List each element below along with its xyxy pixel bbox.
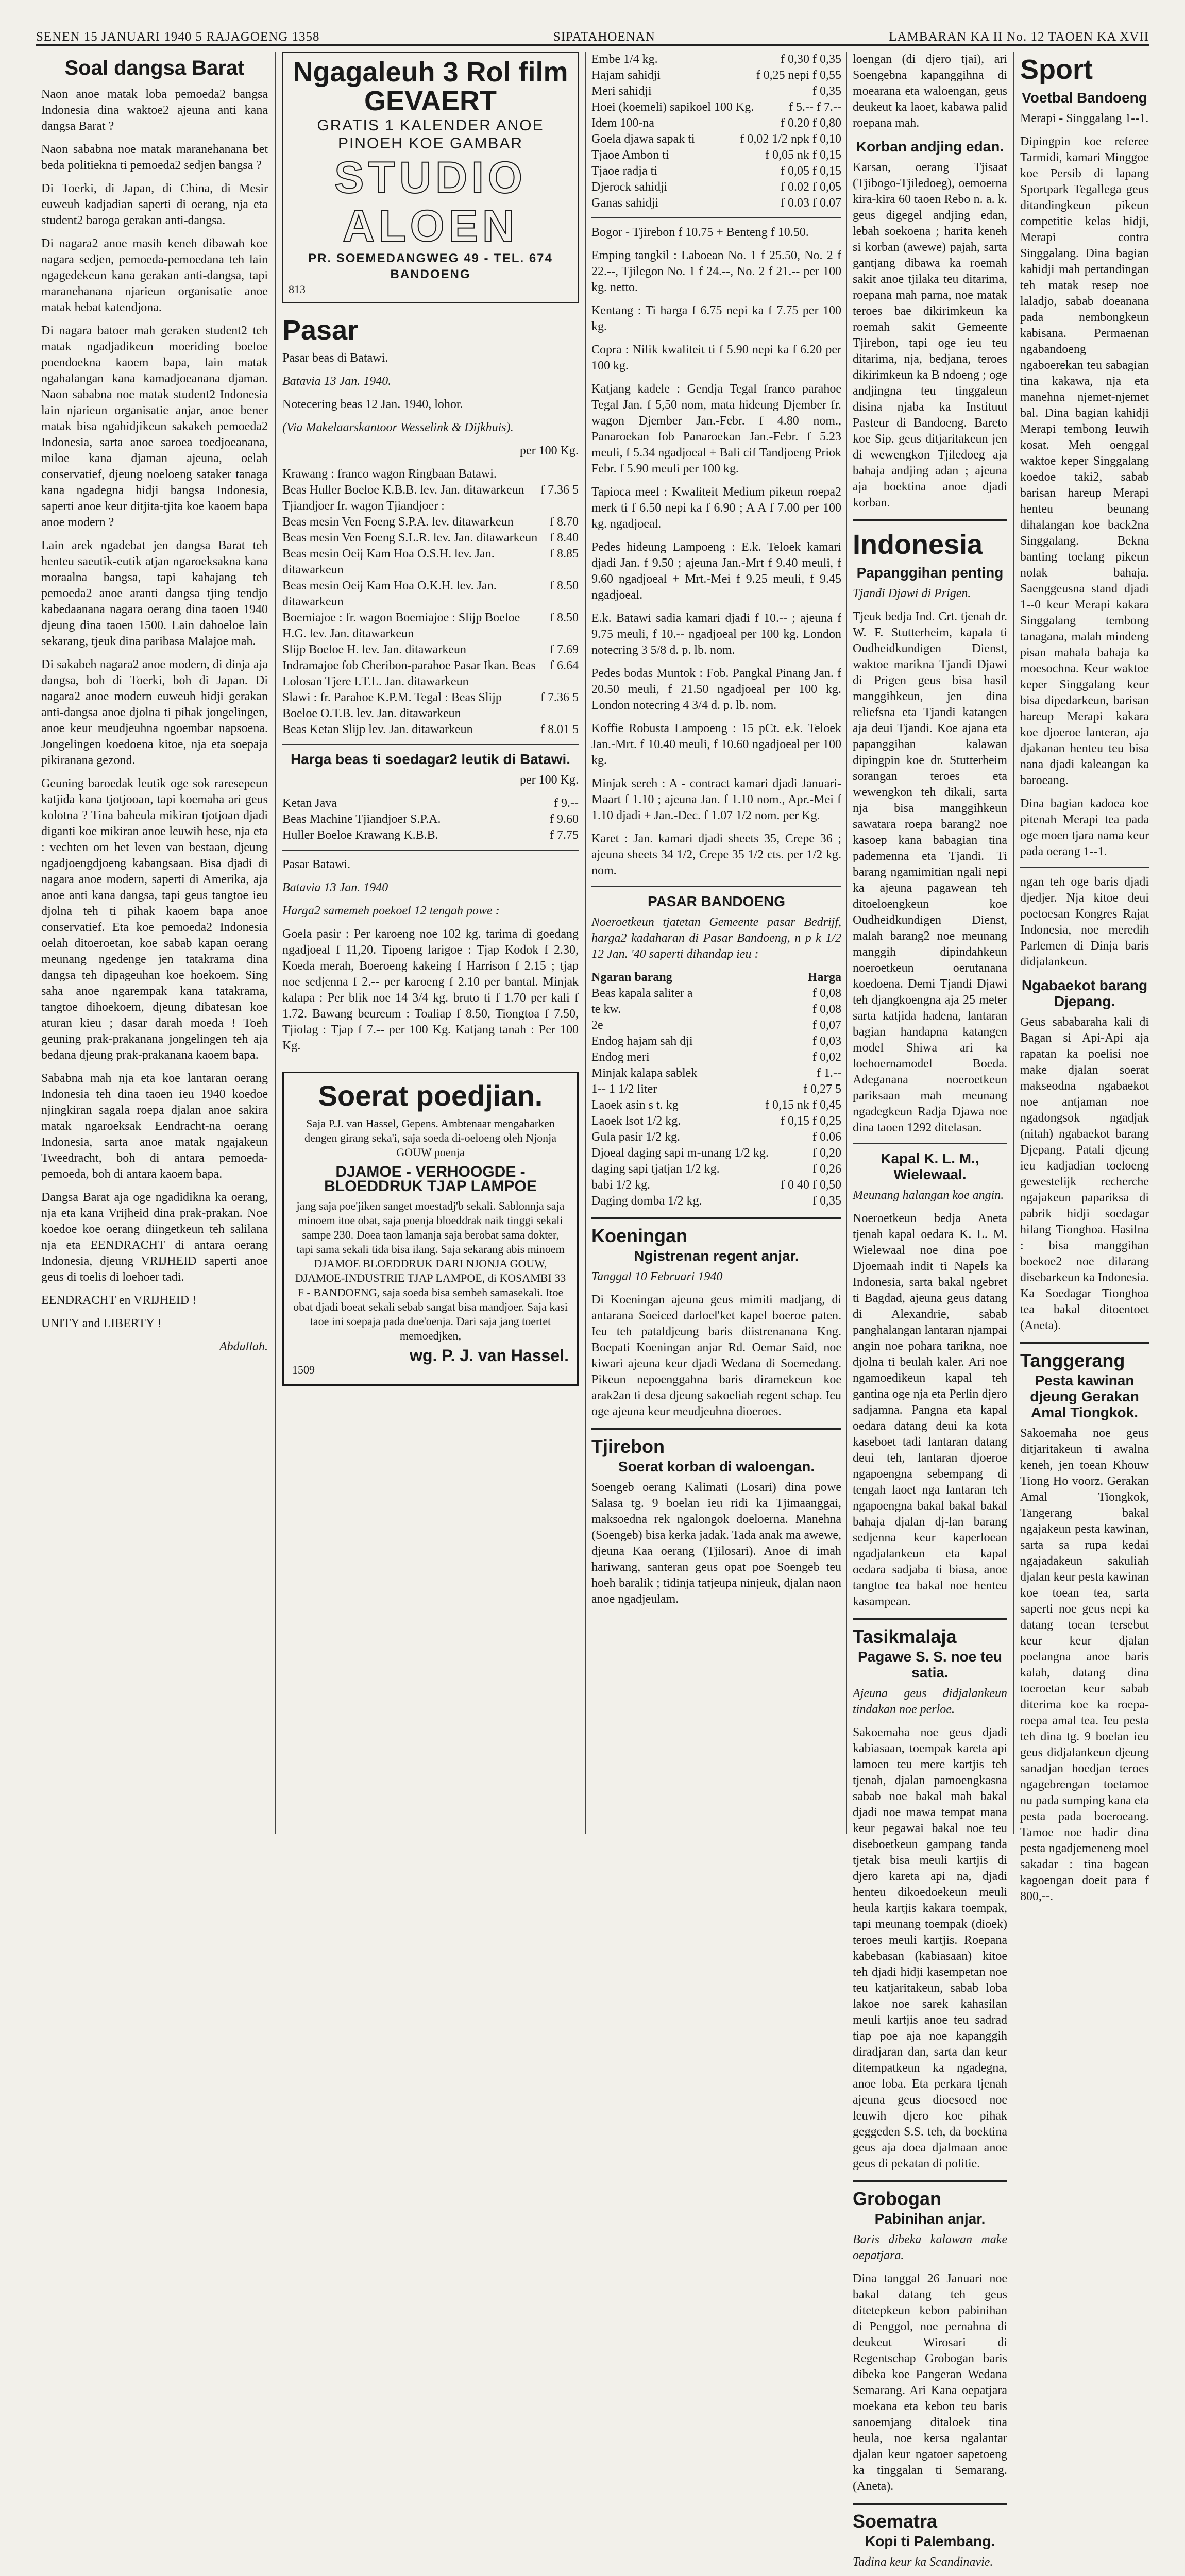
price-name: Tjaoe radja ti bbox=[591, 164, 657, 178]
table-header bbox=[591, 970, 841, 986]
price-row bbox=[591, 1145, 841, 1161]
price-name: Beas mesin Ven Foeng S.P.A. lev. ditawarkeun bbox=[282, 515, 514, 529]
price-row bbox=[591, 195, 841, 211]
price-name: Beas kapala saliter a bbox=[591, 987, 693, 1000]
section-rule bbox=[853, 1143, 1007, 1144]
price-name: Indramajoe fob Cheribon-parahoe Pasar Ikan. Beas Lolosan Tjere I.T.L. Jan. ditawarkeun bbox=[282, 659, 536, 688]
section-subtitle: Harga2 samemeh poekoel 12 tengah powe : bbox=[282, 904, 500, 918]
price-name: Endog meri bbox=[591, 1050, 650, 1064]
price-value: f 0,08 bbox=[812, 1003, 841, 1016]
article-paragraph: Geus sababaraha kali di Bagan si Api-Api aja rapatan ka poelisi noe make djalan soerat makseodna ngabaekot noe antjaman noe ngadongsok ngadjak (nitah) ngabaekot barang Djepang. Patali djeung ieu kadjadian toeloeng gewestelijk recherche ngajakeun papariksa di pabrik hidji soedagar hilang Tionghoa. Hasilna : bisa manggihan boekoe2 noe dilarang disebarkeun ka Indonesia. Ka Soedagar Tionghoa tea bakal ditoentoet (Aneta). bbox=[1020, 1015, 1149, 1332]
price-value: f 8.50 bbox=[550, 611, 579, 624]
article-standfirst: Tadina keur ka Scandinavie. bbox=[853, 2555, 993, 2569]
testimonial-number: 1509 bbox=[292, 1363, 315, 1376]
article-paragraph: (Via Makelaarskantoor Wesselink & Dijkhuis). bbox=[282, 421, 514, 434]
article-paragraph: Di nagara2 anoe masih keneh dibawah koe nagara sedjen, pemoeda-pemoedana teh lain ngagedekeun kana gerakan anti-dangsa, tapi maranehanana njarieun organisatie anoe matak hebat katendjona. bbox=[41, 237, 268, 314]
section-rule bbox=[853, 519, 1007, 521]
price-name: 1-- 1 1/2 liter bbox=[591, 1082, 657, 1096]
article-paragraph: Geuning baroedak leutik oge sok raresepeun katjida kana tjotjooan, tapi koemaha ari geus kolotna ? Tina baheula mikiran tjotjoan djadi diganti koe mikiran anoe leuwih hese, nja eta : vechten om het leven van bestaan, djeung ngadjoengdjoeng kabangsaan. Bisa djadi di nagara anoe modern, saperti di Amerika, aja anoe anti kana dangsa, tapi geus tangtoe ieu djolna teh ti pihak kaoem bapa anoe conservatief. Eta koe pemoeda2 Indonesia oelah ditoeroetan, koe sabab kapan oerang meunang ngedenge jen tatakrama dina dangsa teh dipageuhan koe hoekoem. Sing saha anoe ngarempak kana tatakrama, tangtoe dihoekoem, djeung dibatesan koe aturan kieu ; dasar darah moeda ! Toeh geuning prak-prakanana jongelingen teh aja bedana djeung prak-prakanana kaoem bapa. bbox=[41, 777, 268, 1062]
article-paragraph: Sakoemaha noe geus ditjaritakeun ti awalna keneh, jen toean Khouw Tiong Ho voorz. Gerakan Amal Tiongkok, Tangerang bakal ngajakeun pesta kawinan, sarta sa rupa kedai ngajadakeun sakuliah djalan keur pesta kawinan koe toean tea, sarta saperti noe geus nepi ka datang toean tersebut keur keur djalan poelangna anoe baris kalah, datang dina toeroetan keur sabab diterima koe ka roepa-roepa amal tea. Ieu pesta teh dina tg. 9 boelan ieu geus didjalankeun djeung sanadjan hoedjan teroes ngagebrengan toetamoe nu pada sumping kana eta pesta pada boeroeang. Tamoe noe hadir dina pesta ngadjemeneng moel sakadar : tina bagean kagoengan doeit para f 800,--. bbox=[1020, 1427, 1149, 1903]
price-row bbox=[591, 1129, 841, 1145]
article-paragraph: ngan teh oge baris djadi djedjer. Nja kitoe deui poetoesan Kongres Rajat Indonesia, noe meredih Parlemen di Dinja baris didjalankeun. bbox=[1020, 875, 1149, 969]
column-sport bbox=[1020, 52, 1149, 1903]
price-name: Djoeal daging sapi m-unang 1/2 kg. bbox=[591, 1146, 769, 1160]
column-ads-market bbox=[282, 52, 579, 1834]
price-row bbox=[591, 1177, 841, 1193]
article-paragraph: Pedes hideung Lampoeng : E.k. Teloek kamari djadi Jan. f 9.50 ; ajeuna Jan.-Mrt f 9.40 meuli, f 9.60 ngadjoeal + Mrt.-Mei f 9.25 meuli, f 9.45 ngadjoeal. bbox=[591, 540, 841, 602]
price-value: f 0,05 f 0,15 bbox=[781, 164, 841, 178]
price-row bbox=[591, 163, 841, 179]
price-value: f 0.03 f 0.07 bbox=[781, 196, 841, 210]
article-paragraph: Noeroetkeun bedja Aneta tjenah kapal oedara K. L. M. Wielewaal noe dina poe Djoemaah indit ti Napels ka Indonesia, sarta bakal ngebret ti Bagdad, ajeuna geus datang di Alexandrie, sabab panghalangan lantaran njampai angin noe pohara tarikna, noe djolna ti beulah kaler. Ari noe ngamoedikeun kapal teh gantina oge nja eta Perlin djero sadjamna. Pangna eta kapal oedara datang deui ka kota kaseboet tadi lantaran datang deui teh, lantaran djoeroe ngapoengna sebempang di tengah laoet nga lantaran teh ngapoengna bakal bakal bakal bahaja djalan dj-lan barang sedjenna keur kaperloean ngadjalankeun eta kapal oedara sadjaba ti biasa, anoe tangtoe tea bakal noe henteu kasampean. bbox=[853, 1212, 1007, 1608]
testimonial-body: jang saja poe'jiken sanget moestadj'b sekali. Sablonnja saja minoem itoe obat, saja poenja bloeddrak naik tinggi sekali sampe 230. Doea taon lamanja saja berobat sama dokter, tapi sama sekali tida bisa ilang. Saja sekarang abis minoem DJAMOE BLOEDDRUK DARI NJONJA GOUW, DJAMOE-INDUSTRIE TJAP LAMPOE, di KOSAMBI 33 F - BANDOENG, saja soeda bisa sembeh samasekali. Itoe obat djadi boeat sekali sebab sangat bisa mandjoer. Saja kasi taoe ini soepaja pada doe'oenja. Dari saja jang toertet memoedjken, bbox=[293, 1199, 568, 1342]
article-paragraph: Dangsa Barat aja oge ngadidikna ka oerang, nja eta kana Vrijheid dina prak-prakan. Noe koedoe koe oerang diingetkeun teh salilana nja eta EENDRACHT di antara oerang Indonesia, djeung VRIJHEID saperti anoe geus di toelis di loehoer tadi. bbox=[41, 1191, 268, 1284]
header-price: Harga bbox=[807, 971, 841, 984]
article-paragraph: loengan (di djero tjai), ari Soengebna kapanggihna di moearana eta waloengan, geus deukeut ka laoet, kabawa palid roepana mah. bbox=[853, 53, 1007, 130]
price-name: daging sapi tjatjan 1/2 kg. bbox=[591, 1162, 720, 1176]
advert-city: BANDOENG bbox=[390, 267, 471, 281]
advert-offer: PINOEH KOE GAMBAR bbox=[337, 135, 523, 152]
article-paragraph: Notecering beas 12 Jan. 1940, lohor. bbox=[282, 398, 463, 411]
price-name: Ganas sahidji bbox=[591, 196, 658, 210]
section-title: Sport bbox=[1020, 54, 1093, 85]
article-paragraph: Sakoemaha noe geus djadi kabiasaan, toempak kareta api lamoen teu mere kartjis teh tjenah, djalan pamoengkasna sabab noe bakal mah bakal djadi noe mawa tempat mana keur pegawai bakal noe teu diseboetkeun gampang tanda tjetak bisa meuli kartjis di djero kareta api na, djadi henteu dikoedoekeun meuli heula kartjis kakara toempak, tapi meunang toempak (dioek) teroes meuli kartjis. Roepana kabebasan (kabiasaan) kitoe teh djadi hidji kasempetan noe teu katjaritakeun, sabab loba lakoe noe sarek kahasilan meuli kartjis anoe teu sadrad tiap poe aja noe kapanggih diradjaran dan, sarta dan keur ditempatkeun ka ngadegna, anoe loba. Eta perkara tjenah ajeuna geus dioesoed noe leuwih djero koe pihak geggeden S.S. teh, da boektina geus aja doea djalmaan anoe geus di pekatan di politie. bbox=[853, 1726, 1007, 2171]
section-subtitle: Soerat korban di waloengan. bbox=[618, 1459, 815, 1475]
advert-offer: GRATIS 1 KALENDER ANOE bbox=[317, 117, 544, 134]
section-subtitle: Kapal K. L. M., Wielewaal. bbox=[881, 1150, 979, 1182]
price-name: Idem 100-na bbox=[591, 116, 654, 130]
price-name: Daging domba 1/2 kg. bbox=[591, 1194, 702, 1208]
section-subtitle: Harga beas ti soedagar2 leutik di Batawi. bbox=[290, 751, 571, 767]
price-row bbox=[591, 1065, 841, 1081]
price-value: f 9.60 bbox=[550, 812, 579, 826]
column-market-prices bbox=[591, 52, 841, 1834]
price-value: f 0,25 nepi f 0,55 bbox=[756, 69, 841, 82]
article-standfirst: Meunang halangan koe angin. bbox=[853, 1189, 1004, 1202]
price-name: Minjak kalapa sablek bbox=[591, 1066, 698, 1080]
masthead-paper: SIPATAHOENAN bbox=[553, 30, 655, 44]
price-name: Tjaoe Ambon ti bbox=[591, 148, 669, 162]
price-value: f 0,15 nk f 0,45 bbox=[765, 1098, 841, 1112]
section-subtitle: Pesta kawinan djeung Gerakan Amal Tiongkok. bbox=[1030, 1372, 1139, 1420]
dateline: Tanggal 10 Februari 1940 bbox=[591, 1270, 723, 1283]
price-row bbox=[282, 466, 579, 482]
price-name: Hajam sahidji bbox=[591, 69, 661, 82]
region-title: Tasikmalaja bbox=[853, 1626, 957, 1647]
section-subtitle: Papanggihan penting bbox=[856, 565, 1004, 581]
price-value: f 7.36 5 bbox=[540, 483, 579, 497]
testimonial-title: Soerat poedjian. bbox=[318, 1079, 543, 1112]
article-paragraph: Copra : Nilik kwaliteit ti f 5.90 nepi ka f 6.20 per 100 kg. bbox=[591, 343, 841, 372]
price-value: f 0,07 bbox=[812, 1019, 841, 1032]
dateline: Tjandi Djawi di Prigen. bbox=[853, 587, 971, 600]
price-row bbox=[591, 1081, 841, 1097]
price-name: Gula pasir 1/2 kg. bbox=[591, 1130, 680, 1144]
price-value: f 8.70 bbox=[550, 515, 579, 529]
price-name: Hoei (koemeli) sapikoel 100 Kg. bbox=[591, 100, 754, 114]
price-value: f 0,03 bbox=[812, 1035, 841, 1048]
dateline: Batavia 13 Jan. 1940. bbox=[282, 375, 392, 388]
price-name: Beas mesin Oeij Kam Hoa O.K.H. lev. Jan. ditawarkeun bbox=[282, 579, 497, 608]
price-name: Krawang : franco wagon Ringbaan Batawi. bbox=[282, 467, 497, 481]
price-value: f 0,20 bbox=[812, 1146, 841, 1160]
price-row bbox=[282, 498, 579, 514]
article-paragraph: Dina tanggal 26 Januari noe bakal datang teh geus ditetepkeun kebon pabinihan di Penggol, noe pernahna di deukeut Wirosari di Regentschap Grobogan baris dibeka koe Pangeran Wedana Semarang. Ari Kana oepatjara moekana eta kebon teu baris sanoemjang ditaloek tina heula, noe kersa ngalantar djalan keur ngatoer sapetoeng ka tinggalan ti Semarang. (Aneta). bbox=[853, 2272, 1007, 2493]
price-name: Laoek lsot 1/2 kg. bbox=[591, 1114, 681, 1128]
dateline: Batavia 13 Jan. 1940 bbox=[282, 881, 388, 894]
article-paragraph: Di Toerki, di Japan, di China, di Mesir euweuh kadjadian saperti di oerang, nja eta student2 baroga gerakan anti-dangsa. bbox=[41, 182, 268, 227]
price-value: f 6.64 bbox=[550, 659, 579, 672]
price-value: f 0.06 bbox=[812, 1130, 841, 1144]
price-name: te kw. bbox=[591, 1003, 621, 1016]
article-paragraph: Dina bagian kadoea koe pitenah Merapi tea pada oge moen tjara nama keur pada oerang 1--1. bbox=[1020, 797, 1149, 858]
column-rule bbox=[585, 52, 586, 1834]
article-slogan: UNITY and LIBERTY ! bbox=[41, 1317, 162, 1330]
region-title: Tanggerang bbox=[1020, 1350, 1125, 1371]
price-value: f 8.40 bbox=[550, 531, 579, 545]
article-paragraph: Karet : Jan. kamari djadi sheets 35, Crepe 36 ; ajeuna sheets 34 1/2, Crepe 35 1/2 cts. per 1/2 kg. nom. bbox=[591, 832, 841, 877]
price-row bbox=[591, 99, 841, 115]
price-row bbox=[591, 1193, 841, 1209]
price-value: f 1.-- bbox=[817, 1066, 841, 1080]
studio-advert bbox=[282, 52, 579, 303]
price-name: Slawi : fr. Parahoe K.P.M. Tegal : Beas Slijp Boeloe O.T.B. lev. Jan. ditawarkeun bbox=[282, 691, 502, 720]
article-standfirst: Ajeuna geus didjalankeun tindakan noe perloe. bbox=[853, 1687, 1007, 1716]
article-paragraph: Katjang kadele : Gendja Tegal franco parahoe Tegal Jan. f 5,50 nom, mata hideung Djember fr. wagon Djember Jan.-Febr. f 4.80 nom., Panaroekan fob Panaroekan Jan.-Febr. f 5.23 meuli, f 5.34 ngadjoeal + Bali cif Tandjoeng Priok Febr. f 5.90 meuli per 100 kg. bbox=[591, 382, 841, 476]
article-paragraph: Goela pasir : Per karoeng noe 102 kg. tarima di goedang ngadjoeal f 11,20. Tipoeng larigoe : Tjap Kodok f 2.30, Koeda merah, Boeroeng kakeing f Harrison f 2.15 ; tjap noe sedjenna f 2.-- per karoeng f 2.10 per bantal. Minjak kalapa : Per blik noe 14 3/4 kg. bruto ti f 1.70 per kali f 1.72. Bawang beureum : Toaliap f 8.50, Tiongtoa f 7.50, Tjiolag : Tjap f 7.-- per 100 Kg. Katjang tanah : Per 100 Kg. bbox=[282, 927, 579, 1053]
column-opinion bbox=[41, 52, 268, 1834]
article-paragraph: Bogor - Tjirebon f 10.75 + Benteng f 10.50. bbox=[591, 226, 809, 239]
section-subtitle: Pasar beas di Batawi. bbox=[282, 351, 388, 365]
article-title: Soal dangsa Barat bbox=[64, 57, 245, 79]
section-subtitle: PASAR BANDOENG bbox=[647, 893, 786, 909]
masthead-date: SENEN 15 JANUARI 1940 5 RAJAGOENG 1358 bbox=[36, 30, 320, 44]
price-value: f 0,05 nk f 0,15 bbox=[765, 148, 841, 162]
price-row bbox=[591, 147, 841, 163]
masthead-sheet: LAMBARAN KA II No. 12 TAOEN KA XVII bbox=[889, 30, 1149, 44]
price-row bbox=[591, 115, 841, 131]
price-name: Beas mesin Ven Foeng S.L.R. lev. Jan. ditawarkeun bbox=[282, 531, 538, 545]
article-paragraph: Lain arek ngadebat jen dangsa Barat teh henteu saeutik-eutik atjan ngaroeksakna kana moraalna bangsa, tapi kahajang teh pemoeda2 anoe aranti dangsa tjing tendjo kabedaanana nagara oerang dina taoen 1940 djeung dina taoen 1500. Lain dahoeloe lain sekarang, tjeuk dina paribasa Malajoe mah. bbox=[41, 539, 268, 648]
section-subtitle: Pagawe S. S. noe teu satia. bbox=[857, 1649, 1003, 1681]
price-row bbox=[591, 1049, 841, 1065]
article-paragraph: Tjeuk bedja Ind. Crt. tjenah dr. W. F. Stutterheim, kapala ti Oudheidkundigen Dienst, waktoe marikna Tjandi Djawi di Prigen geus bisa hasil manggihkeun, jen dina reliefsna eta Tjandi katangen aja deui Tjandi. Koe ajana eta papanggihan kalawan dipingpin koe dr. Stutterheim sorangan teroes eta wewengkon teh dikali, sarta nja bisa manggihkeun sawatara roepa barang2 noe kasoep kana babagian tina pademenna eta Tjandi. Ti barang ngamimitian ngali nepi ka ajeuna pagawean teh ditoeloengkeun koe Oudheidkundigen Dienst, malah barang2 noe meunang manggih dipindahkeun noeroetkeun oerutanana koedoena. Demi Tjandi Djawi teh djangkoengna aja 25 meter sarta katjida hadena, lantaran bagian handapna katangen model Shiwa ari ka loehoernamodel Boeda. Adeganana noeroetkeun pariksaan mah meunang ngadegkeun Radja Djawa noe dina taoen 1292 ditelasan. bbox=[853, 610, 1007, 1134]
price-value: f 7.75 bbox=[550, 828, 579, 842]
advert-brand: GEVAERT bbox=[364, 86, 497, 116]
price-row bbox=[282, 610, 579, 642]
testimonial-signature: wg. P. J. van Hassel. bbox=[410, 1346, 569, 1365]
price-row bbox=[282, 530, 579, 546]
price-name: Laoek asin s t. kg bbox=[591, 1098, 679, 1112]
article-paragraph: Dipingpin koe referee Tarmidi, kamari Minggoe koe Persib di lapang Sportpark Tegallega geus ditandingkeun pikeun competitie kelas hidji, Merapi contra Singgalang. Dina bagian kahidji mah pertandingan teh matak resep noe laladjo, sabab doeanana pada nembongkeun kabisana. Permaenan ngabandoeng ngaboerekan teu sabagian tina kakawa, nja eta manehna njemet-njemet bal. Dina bagian kahidji Merapi tembong leuwih kosat. Meh oenggal waktoe keper Singgalang koedoe taki2, sabab barisan hareup Merapi henteu beunang dihalangan koe back2na Singgalang. Bekna banting toelang pikeun nolak bahaja. Saenggeusna stand djadi 1--0 keur Merapi kakara Singgalang tembong tanagana, malah mindeng pisan mahala bahaja ka moesochna. Keur waktoe keper Singgalang keur bisa dipedarkeun, barisan hareup Merapi kakara koe djoeroe lanteran, aja djakanan henteu teu bisa nana djadi kaleangan ka baroeang. bbox=[1020, 135, 1149, 787]
article-paragraph: Di Koeningan ajeuna geus mimiti madjang, di antarana Soeiced darloel'ket kapel boeroe paten. Ieu teh pataldjeung baris diistrenanana Kng. Boepati Koeningan anjar Rd. Oemar Said, noe kiwari ajeuna keur djadi Wedana di Soemedang. Pikeun nepoenggahna baris diramekeun koe arak2an ti desa djeung sakoeliah regent schap. Ieu oge ajeuna keur meudjeuhna dioeroes. bbox=[591, 1293, 841, 1418]
article-paragraph: E.k. Batawi sadia kamari djadi f 10.-- ; ajeuna f 9.75 meuli, f 10.-- ngadjoeal per 100 kg. London notecring 3 5/8 d. p. lb. nom. bbox=[591, 612, 841, 657]
article-paragraph: Karsan, oerang Tjisaat (Tjibogo-Tjiledoeg), oemoerna kira-kira 60 taoen Rebo n. a. k. geus digegel andjing edan, lebah soekoena ; harita keneh si korban (awewe) pajah, sarta gantjang dibawa ka roemah sakit anoe tjilaka teu ditarima, roepana mah parna, noe matak teroes bae dikirimkeun ka roemah sakit Gemeente Tjirebon, tapi oge ieu teu ditarima, nja, bedjana, teroes dikirimkeun ka B ndoeng ; oge andjingna teu tinggaleun disina njaba ka Instituut Pasteur di Bandoeng. Bareto koe Sip. geus ditjaritakeun jen di wewengkon Tjiledoeg aja bahaja andjing adan ; ajeuna aja boektina anoe djadi korban. bbox=[853, 161, 1007, 510]
article-paragraph: Koffie Robusta Lampoeng : 15 pCt. e.k. Teloek Jan.-Mrt. f 10.40 meuli, f 10.60 ngadjoeal per 100 kg. bbox=[591, 722, 841, 767]
price-value: f 0,08 bbox=[812, 987, 841, 1000]
price-value: f 8.50 bbox=[550, 579, 579, 592]
section-subtitle: Pasar Batawi. bbox=[282, 858, 350, 871]
article-slogan: EENDRACHT en VRIJHEID ! bbox=[41, 1294, 197, 1307]
price-name: Beas mesin Oeij Kam Hoa O.S.H. lev. Jan. ditawarkeun bbox=[282, 547, 495, 577]
price-row bbox=[591, 1002, 841, 1018]
section-subtitle: Voetbal Bandoeng bbox=[1022, 90, 1147, 106]
price-row bbox=[591, 131, 841, 147]
article-paragraph: Minjak sereh : A - contract kamari djadi Januari-Maart f 1.10 ; ajeuna Jan. f 1.10 nom., Apr.-Mei f 1.10 djadi + Jan.-Dec. f 1.07 1/2 nom. per Kg. bbox=[591, 777, 841, 822]
price-row bbox=[282, 578, 579, 610]
article-paragraph: Noeroetkeun tjatetan Gemeente pasar Bedrijf, harga2 kadaharan di Pasar Bandoeng, n p k 1/2 12 Jan. '40 saperti dihandap ieu : bbox=[591, 916, 841, 961]
region-title: Grobogan bbox=[853, 2188, 941, 2209]
section-subtitle: Pabinihan anjar. bbox=[874, 2211, 986, 2227]
price-row bbox=[282, 642, 579, 658]
price-row bbox=[591, 1113, 841, 1129]
region-title: Koeningan bbox=[591, 1225, 687, 1246]
price-name: Endog hajam sah dji bbox=[591, 1035, 693, 1048]
region-title: Tjirebon bbox=[591, 1436, 665, 1457]
price-value: f 0.02 f 0,05 bbox=[781, 180, 841, 194]
advert-address: PR. SOEMEDANGWEG 49 - TEL. 674 bbox=[308, 251, 553, 265]
price-name: babi 1/2 kg. bbox=[591, 1178, 650, 1192]
price-value: f 0,35 bbox=[812, 1194, 841, 1208]
price-row bbox=[282, 482, 579, 498]
advert-studio-name: STUDIO ALOEN bbox=[334, 153, 527, 251]
advert-code: 813 bbox=[289, 283, 306, 296]
price-value: f 0,02 1/2 npk f 0,10 bbox=[740, 132, 841, 146]
price-value: f 8.85 bbox=[550, 547, 579, 561]
price-name: Beas Ketan Slijp lev. Jan. ditawarkeun bbox=[282, 723, 473, 736]
article-paragraph: Di sakabeh nagara2 anoe modern, di dinja aja dangsa, boh di Toerki, boh di Japan. Di nagara2 anoe modern euweuh hidji gerakan anti-dangsa anoe djolna ti pihak jongelingen, anoe keur meudjeuhna ngoembar napsoena. Jongelingen koedoena kitoe, nja eta soepaja pikiranana gezond. bbox=[41, 658, 268, 767]
section-subtitle: Ngabaekot barang Djepang. bbox=[1021, 977, 1148, 1009]
masthead bbox=[36, 21, 1149, 46]
article-paragraph: Sababna mah nja eta koe lantaran oerang Indonesia teh dina taoen ieu 1940 koedoe njingkiran sagala roepa djalan anoe sakira matak ngaroeksak Eendracht-na oerang Indonesia, sarta anoe matak ngajakeun Tweedracht, boh di antara pemoeda-pemoeda, boh di antara kaoem bapa. bbox=[41, 1072, 268, 1181]
price-row bbox=[282, 514, 579, 530]
article-paragraph: Kentang : Ti harga f 6.75 nepi ka f 7.75 per 100 kg. bbox=[591, 304, 841, 333]
column-rule bbox=[275, 52, 276, 1834]
price-value: f 0,35 bbox=[812, 84, 841, 98]
price-row bbox=[591, 67, 841, 83]
price-row bbox=[591, 1033, 841, 1049]
region-title: Soematra bbox=[853, 2511, 938, 2532]
price-value: f 0,30 f 0,35 bbox=[781, 53, 841, 66]
price-name: 2e bbox=[591, 1019, 603, 1032]
price-row bbox=[591, 1161, 841, 1177]
price-name: Beas Machine Tjiandjoer S.P.A. bbox=[282, 812, 441, 826]
price-name: Huller Boeloe Krawang K.B.B. bbox=[282, 828, 438, 842]
price-value: f 9.-- bbox=[554, 796, 579, 810]
unit-label: per 100 Kg. bbox=[520, 773, 579, 787]
price-value: f 7.69 bbox=[550, 643, 579, 656]
price-row bbox=[591, 1018, 841, 1033]
price-name: Beas Huller Boeloe K.B.B. lev. Jan. ditawarkeun bbox=[282, 483, 524, 497]
testimonial-product: DJAMOE - VERHOOGDE - BLOEDDRUK TJAP LAMPOE bbox=[324, 1163, 537, 1195]
price-row bbox=[591, 179, 841, 195]
price-row bbox=[282, 795, 579, 811]
price-value: f 0,15 f 0,25 bbox=[781, 1114, 841, 1128]
price-value: f 0,26 bbox=[812, 1162, 841, 1176]
price-row bbox=[282, 690, 579, 722]
price-name: Goela djawa sapak ti bbox=[591, 132, 695, 146]
price-row bbox=[282, 546, 579, 578]
article-paragraph: Pedes bodas Muntok : Fob. Pangkal Pinang Jan. f 20.50 meuli, f 21.50 ngadjoeal per 100 kg. London notecring 4 3/4 d. p. lb. nom. bbox=[591, 667, 841, 712]
article-paragraph: Soengeb oerang Kalimati (Losari) dina powe Salasa tg. 9 boelan ieu ridi ka Tjimaanggai, maksoedna rek ngalongok doeloerna. Manehna (Soengeb) bisa kerka jadak. Tada anak ma awewe, djeuna Kaa oerang (Tjilosari). Anoe di imah hariwang, santeran geus opat poe Soengeb teu hoeh baralik ; tidinja tatjeupa ninjeuk, djalan naon anoe ngadjeulam. bbox=[591, 1481, 841, 1606]
section-subtitle: Korban andjing edan. bbox=[856, 139, 1004, 155]
price-row bbox=[282, 811, 579, 827]
price-value: f 0,02 bbox=[812, 1050, 841, 1064]
price-row bbox=[282, 658, 579, 690]
price-name: Embe 1/4 kg. bbox=[591, 53, 658, 66]
article-paragraph: Tapioca meel : Kwaliteit Medium pikeun roepa2 merk ti f 6.50 nepi ka f 6.90 ; A A f 7.00 per 100 kg. ngadjoeal. bbox=[591, 485, 841, 531]
section-subtitle: Ngistrenan regent anjar. bbox=[634, 1248, 799, 1264]
column-rule bbox=[846, 52, 847, 1834]
price-name: Meri sahidji bbox=[591, 84, 652, 98]
price-name: Tjiandjoer fr. wagon Tjiandjoer : bbox=[282, 499, 445, 513]
section-subtitle: Kopi ti Palembang. bbox=[865, 2533, 995, 2549]
price-value: f 0 40 f 0,50 bbox=[781, 1178, 841, 1192]
article-paragraph: Di nagara batoer mah geraken student2 teh matak ngadjadikeun moeriding boeloe poendoekna kaoem bapa, lain matak ngahalangan kana kamadjoeanana djaman. Naon sababna noe matak student2 Indonesia lain njarieun organisatie anjar, anoe bener matak bisa ngahidjikeun sakakeh pemoeda2 Indonesia, sarta anoe saroea toedjoeanana, miloe kana djaman ajeuna, oelah conservatief, djeung noeloeng sataker tanaga kana ngadegna hidji bangsa Indonesia, saperti anoe keur ditjita-tjita koe kaoem bapa anoe modern ? bbox=[41, 324, 268, 529]
price-value: f 7.36 5 bbox=[540, 691, 579, 704]
price-row bbox=[591, 52, 841, 67]
section-title: Indonesia bbox=[853, 529, 983, 560]
price-name: Boemiajoe : fr. wagon Boemiajoe : Slijp Boeloe H.G. lev. Jan. ditawarkeun bbox=[282, 611, 520, 640]
price-name: Slijp Boeloe H. lev. Jan. ditawarkeun bbox=[282, 643, 467, 656]
header-name: Ngaran barang bbox=[591, 971, 672, 984]
price-name: Djerock sahidji bbox=[591, 180, 668, 194]
column-rule bbox=[1013, 52, 1014, 1834]
price-row bbox=[591, 1097, 841, 1113]
section-title: Pasar bbox=[282, 315, 359, 346]
price-value: f 0.20 f 0,80 bbox=[781, 116, 841, 130]
price-row bbox=[591, 83, 841, 99]
article-paragraph: Naon sababna noe matak maranehanana bet beda politiekna ti pemoeda2 sedjen bangsa ? bbox=[41, 143, 268, 172]
unit-label: per 100 Kg. bbox=[520, 444, 579, 457]
advert-headline: Ngagaleuh 3 Rol film bbox=[293, 57, 568, 88]
testimonial-advert bbox=[282, 1072, 579, 1386]
price-name: Ketan Java bbox=[282, 796, 337, 810]
price-row bbox=[282, 827, 579, 843]
article-paragraph: Naon anoe matak loba pemoeda2 bangsa Indonesia dina waktoe2 ajeuna anti kana dangsa Barat ? bbox=[41, 88, 268, 133]
article-standfirst: Baris dibeka kalawan make oepatjara. bbox=[853, 2233, 1007, 2262]
testimonial-intro: Saja P.J. van Hassel, Gepens. Ambtenaar mengabarken dengen girang seka'i, saja soeda di-oeloeng oleh Njonja GOUW poenja bbox=[304, 1117, 557, 1159]
price-value: f 8.01 5 bbox=[540, 723, 579, 736]
price-value: f 5.-- f 7.-- bbox=[789, 100, 841, 114]
match-score: Merapi - Singgalang 1--1. bbox=[1020, 112, 1149, 125]
price-row bbox=[591, 986, 841, 1002]
price-row bbox=[282, 722, 579, 738]
article-paragraph: Emping tangkil : Laboean No. 1 f 25.50, No. 2 f 22.--, Tjilegon No. 1 f 24.--, No. 2 f 21.-- per 100 kg. netto. bbox=[591, 249, 841, 294]
article-signature: Abdullah. bbox=[219, 1340, 268, 1353]
column-news bbox=[853, 52, 1007, 2569]
price-value: f 0,27 5 bbox=[803, 1082, 841, 1096]
